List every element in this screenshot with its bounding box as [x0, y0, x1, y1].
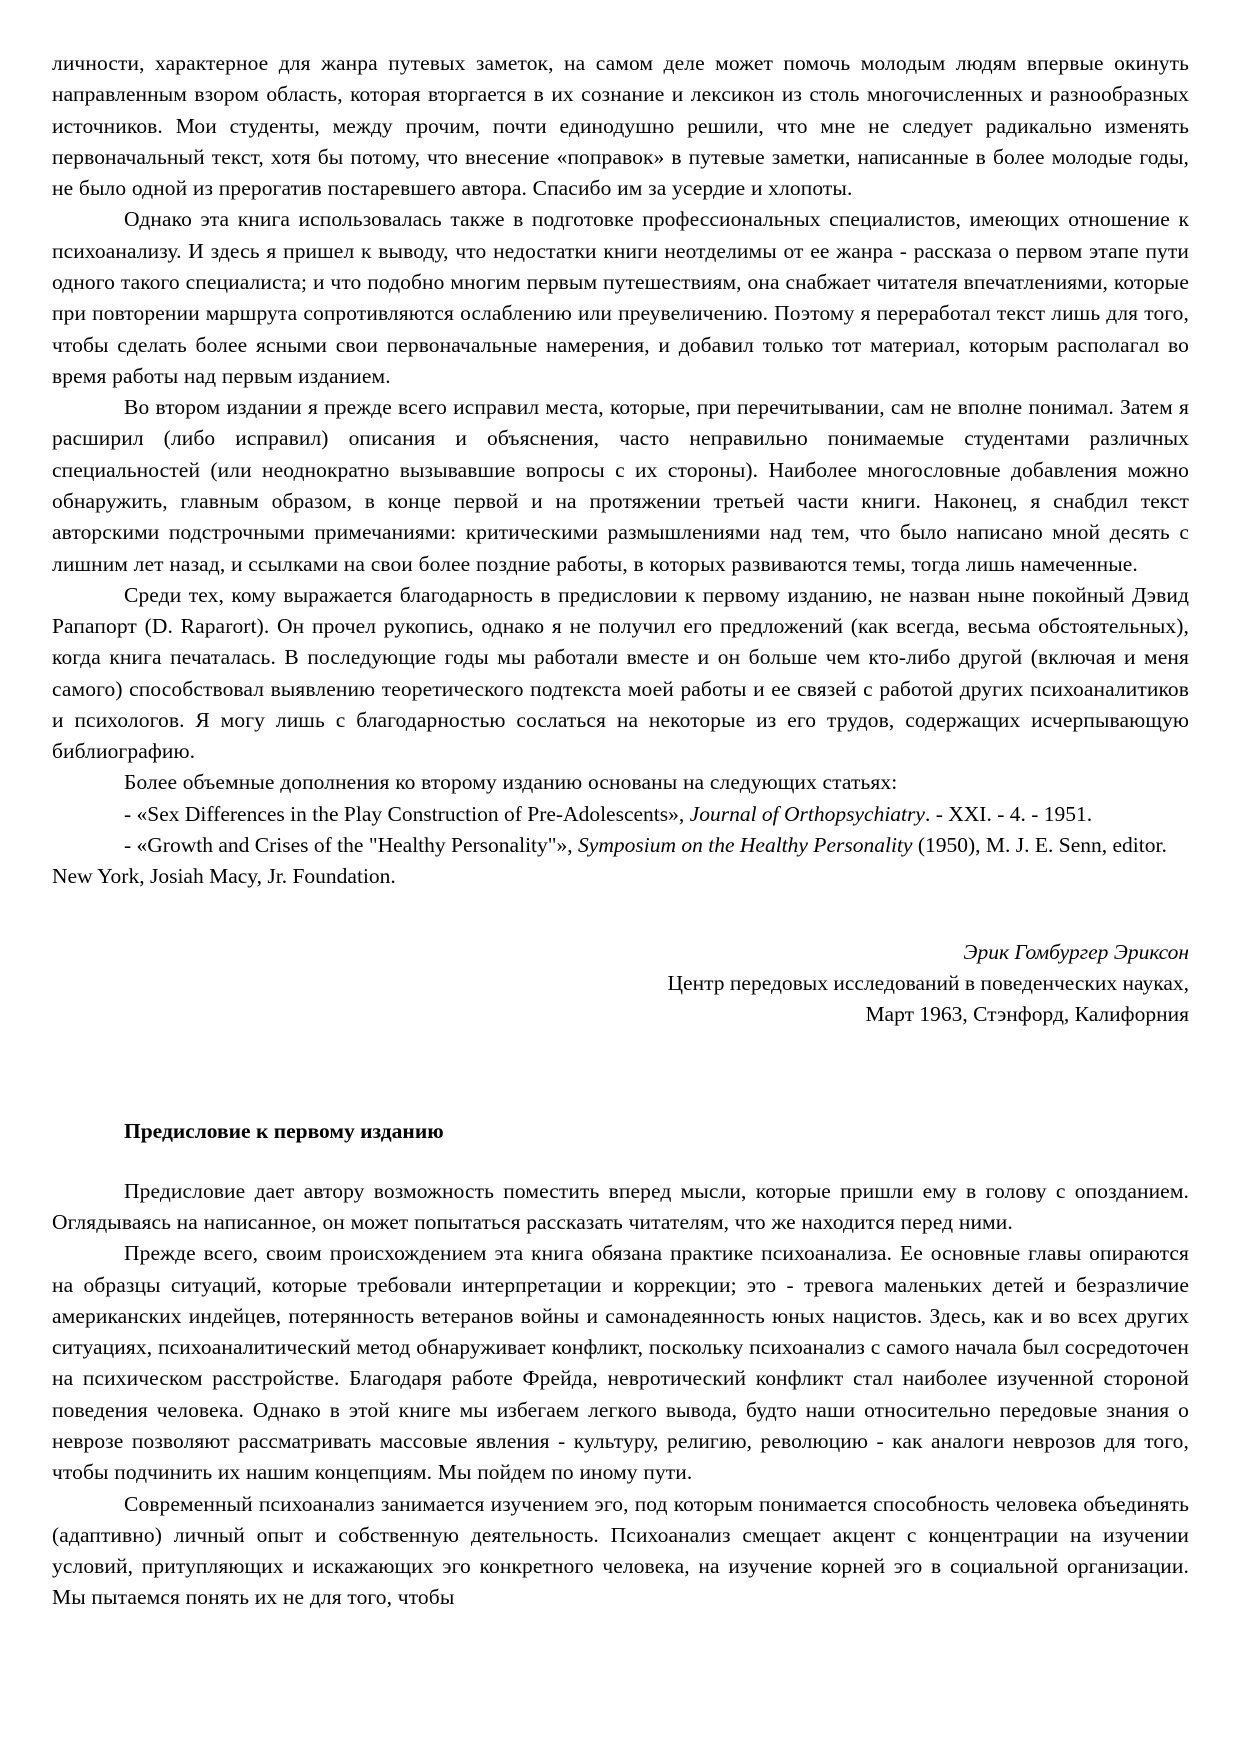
paragraph-prezhde-vsego: Прежде всего, своим происхождением эта книга обязана практике психоанализа. Ее основные главы опираются на образцы ситуаций, которые требовали интерпретации и коррекции; это - тревога маленьких детей и безразличие американских индейцев, потерянность ветеранов войны и самонадеянность юных нацистов. Здесь, как и во всех других ситуациях, психоаналитический метод обнаруживает конфликт, поскольку психоанализ с самого начала был сосредоточен на психическом расстройстве. Благодаря работе Фрейда, невротический конфликт стал наиболее изученной стороной поведения человека. Однако в этой книге мы избегаем легкого вывода, будто наши относительно передовые знания о неврозе позволяют рассматривать массовые явления - культуру, религию, революцию - как аналоги неврозов для того, чтобы подчинить их нашим концепциям. Мы пойдем по иному пути.	[52, 1241, 1189, 1485]
citation-2-lead: - «Growth and Crises of the "Healthy Personality"»,	[124, 833, 579, 858]
citation-1-tail: . - XXI. - 4. - 1951.	[924, 801, 1093, 826]
signature-date-location: Март 1963, Стэнфорд, Калифорния	[865, 1002, 1189, 1027]
citation-item-1	[52, 799, 1189, 830]
citation-2-tail: (1950), M. J. E. Senn, editor. New York, Josiah Macy, Jr. Foundation.	[52, 833, 1167, 889]
citation-1-lead: - «Sex Differences in the Play Construction of Pre-Adolescents»,	[124, 801, 690, 826]
paragraph-sredi-tekh: Среди тех, кому выражается благодарность в предисловии к первому изданию, не назван ныне покойный Дэвид Рапапорт (D. Raparort). Он прочел рукопись, однако я не получил его предложений (как всегда, весьма обстоятельных), когда книга печаталась. В последующие годы мы работали вместе и он больше чем кто-либо другой (включая и меня самого) способствовал выявлению теоретического подтекста моей работы и ее связей с работой других психоаналитиков и психологов. Я могу лишь с благодарностью сослаться на некоторые из его трудов, содержащих исчерпывающую библиографию.	[52, 582, 1189, 764]
signature-author-name: Эрик Гомбургер Эриксон	[963, 939, 1189, 964]
citation-2-symposium-title: Symposium on the Healthy Personality	[578, 833, 913, 858]
citation-1-journal-title: Journal of Orthopsychiatry	[689, 801, 925, 826]
section-heading-preface-first-edition: Предисловие к первому изданию	[124, 1119, 444, 1144]
paragraph-predislovie-daet: Предисловие дает автору возможность поместить вперед мысли, которые пришли ему в голову с опозданием. Оглядываясь на написанное, он может попытаться рассказать читателям, что же находится перед ними.	[52, 1178, 1189, 1234]
citation-item-2	[52, 830, 1189, 893]
paragraph-continued: личности, характерное для жанра путевых заметок, на самом деле может помочь молодым людям впервые окинуть направленным взором область, которая вторгается в их сознание и лексикон из столь многочисленных и разнообразных источников. Мои студенты, между прочим, почти единодушно решили, что мне не следует радикально изменять первоначальный текст, хотя бы потому, что внесение «поправок» в путевые заметки, написанные в более молодые годы, не было одной из прерогатив постаревшего автора. Спасибо им за усердие и хлопоты.	[52, 51, 1189, 201]
signature-block	[52, 937, 1189, 1031]
paragraph-odnako: Однако эта книга использовалась также в подготовке профессиональных специалистов, имеющих отношение к психоанализу. И здесь я пришел к выводу, что недостатки книги неотделимы от ее жанра - рассказа о первом этапе пути одного такого специалиста; и что подобно многим первым путешествиям, она снабжает читателя впечатлениями, которые при повторении маршрута сопротивляются ослаблению или преувеличению. Поэтому я переработал текст лишь для того, чтобы сделать более ясными свои первоначальные намерения, и добавил только тот материал, которым располагал во время работы над первым изданием.	[52, 207, 1189, 388]
paragraph-sovremennyy-psikhoanaliz: Современный психоанализ занимается изучением эго, под которым понимается способность человека объединять (адаптивно) личный опыт и собственную деятельность. Психоанализ смещает акцент с концентрации на изучении условий, притупляющих и искажающих эго конкретного человека, на изучение корней эго в социальной организации. Мы пытаемся понять их не для того, чтобы	[52, 1491, 1189, 1610]
paragraph-bolee-obemnye: Более объемные дополнения ко второму изданию основаны на следующих статьях:	[124, 770, 898, 795]
signature-organization: Центр передовых исследований в поведенческих науках,	[667, 970, 1189, 995]
paragraph-vtorom-izdanii: Во втором издании я прежде всего исправил места, которые, при перечитывании, сам не вполне понимал. Затем я расширил (либо исправил) описания и объяснения, часто неправильно понимаемые студентами различных специальностей (или неоднократно вызывавшие вопросы с их стороны). Наиболее многословные добавления можно обнаружить, главным образом, в конце первой и на протяжении третьей части книги. Наконец, я снабдил текст авторскими подстрочными примечаниями: критическими размышлениями над тем, что было написано мной десять с лишним лет назад, и ссылками на свои более поздние работы, в которых развиваются темы, тогда лишь намеченные.	[52, 395, 1189, 576]
